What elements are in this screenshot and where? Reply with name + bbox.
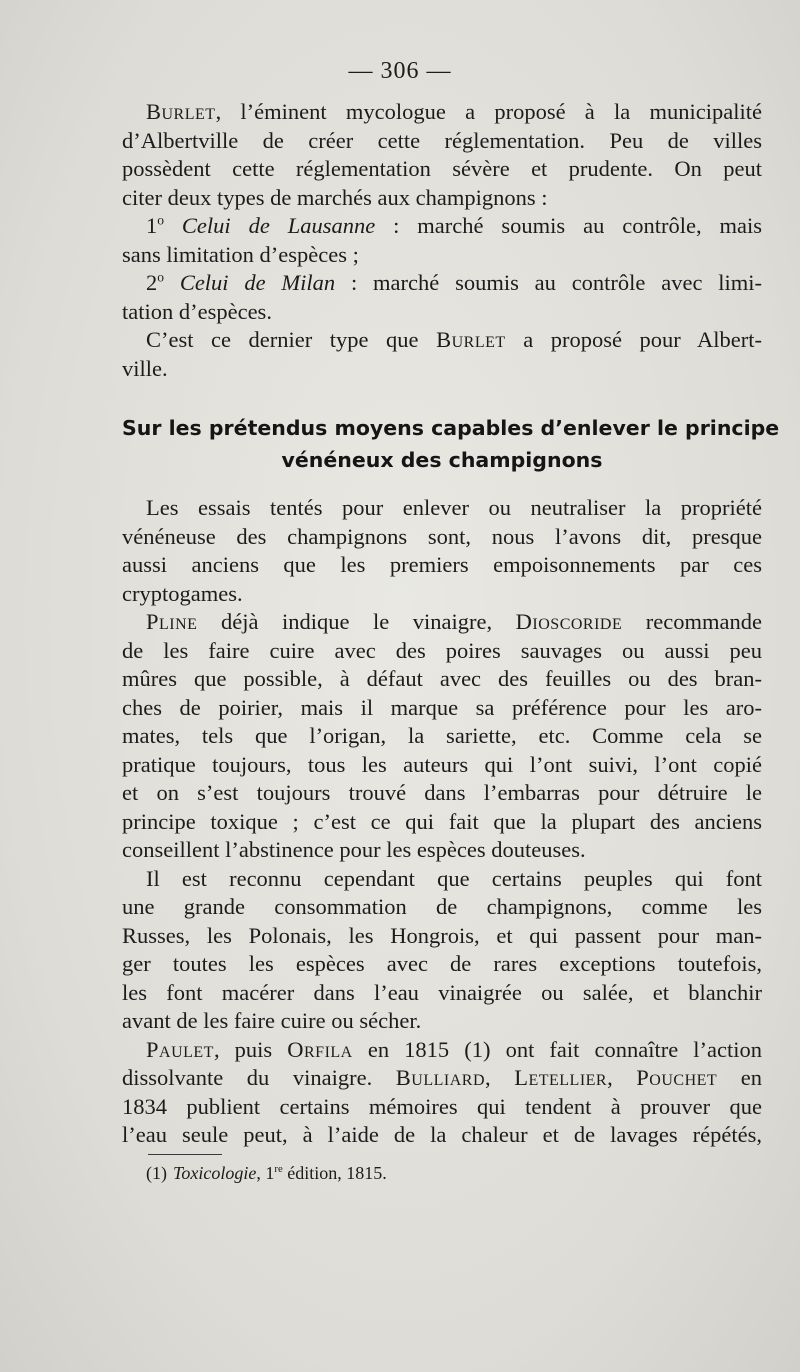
text-line: 1834 publient certains mémoires qui tendent à prouver que xyxy=(122,1093,762,1119)
text-line xyxy=(122,1064,762,1093)
ordinal-sup: o xyxy=(157,212,164,228)
text-line: principe toxique ; c’est ce qui fait que la plupart des anciens xyxy=(122,808,762,834)
section-heading xyxy=(122,412,780,476)
text-line: tation d’espèces. xyxy=(122,298,272,324)
author-name: Burlet xyxy=(146,99,216,124)
text-span: recommande xyxy=(622,609,762,634)
text-line xyxy=(122,608,762,637)
ordinal-sup: o xyxy=(157,269,164,285)
text-line: pratique toujours, tous les auteurs qui l’ont suivi, l’ont copié xyxy=(122,751,762,777)
text-line: une grande consommation de champignons, comme les xyxy=(122,894,762,919)
text-line: Il est reconnu cependant que certains peuples qui font xyxy=(146,865,762,891)
body-paragraphs xyxy=(122,494,762,1150)
text-span: déjà indique le vinaigre, xyxy=(197,609,516,634)
text-span: édition, 1815. xyxy=(282,1163,387,1183)
text-line: l’eau seule peut, à l’aide de la chaleur et de lavages répétés, xyxy=(122,1122,762,1147)
author-name: Burlet xyxy=(436,327,506,352)
footnote-rule xyxy=(148,1154,222,1155)
page-number: — 306 — xyxy=(348,58,452,84)
text-line: ger toutes les espèces avec de rares exceptions toutefois, xyxy=(122,951,762,976)
author-name: Orfila xyxy=(287,1036,353,1062)
text-line: cryptogames. xyxy=(122,580,243,606)
heading-line: vénéneux des champignons xyxy=(281,448,603,472)
list-item-milan xyxy=(122,269,762,298)
text-line xyxy=(122,98,762,127)
text-line: et on s’est toujours trouvé dans l’embarras pour détruire le xyxy=(122,780,762,805)
text-span: en 1815 (1) ont fait connaître l’action xyxy=(352,1036,762,1062)
author-name: Paulet xyxy=(146,1036,214,1062)
heading-line: Sur les prétendus moyens capables d’enlever le principe xyxy=(122,416,780,440)
text-line: de les faire cuire avec des poires sauvages ou aussi peu xyxy=(122,637,762,663)
text-span: , puis xyxy=(213,1036,288,1062)
text-span: : marché soumis au contrôle avec limi- xyxy=(335,270,762,295)
text-span: a proposé pour Albert- xyxy=(505,327,762,352)
author-name: Bulliard xyxy=(395,1065,485,1090)
author-name: Pline xyxy=(146,609,198,634)
text-line xyxy=(122,1036,762,1065)
text-span: en xyxy=(717,1065,763,1090)
text-span: dissolvante du vinaigre. xyxy=(122,1065,396,1090)
author-name: Dioscoride xyxy=(515,609,623,634)
text-line: ville. xyxy=(122,355,168,381)
text-line: citer deux types de marchés aux champignons : xyxy=(122,184,548,210)
text-line: avant de les faire cuire ou sécher. xyxy=(122,1008,422,1033)
text-line: possèdent cette réglementation sévère et prudente. On peut xyxy=(122,156,762,181)
text-line: vénéneuse des champignons sont, nous l’avons dit, presque xyxy=(122,523,762,549)
edition-number: 1 xyxy=(265,1163,275,1183)
text-span: , xyxy=(485,1065,515,1090)
text-line: les font macérer dans l’eau vinaigrée ou salée, et blanchir xyxy=(122,979,762,1005)
text-span: , l’éminent mycologue a proposé à la municipalité xyxy=(215,99,762,124)
item-title: Celui de Lausanne xyxy=(181,213,376,238)
footnote-label: (1) xyxy=(146,1163,167,1183)
list-item-lausanne xyxy=(122,212,762,241)
text-line: aussi anciens que les premiers empoisonnements par ces xyxy=(122,552,762,577)
text-line: d’Albertville de créer cette réglementation. Peu de villes xyxy=(122,127,762,153)
item-number: 1 xyxy=(146,213,158,238)
edition-sup: re xyxy=(274,1163,283,1175)
footnote: (1) Toxicologie, 1re édition, 1815. xyxy=(146,1163,387,1183)
item-number: 2 xyxy=(146,270,158,295)
text-line: mûres que possible, à défaut avec des feuilles ou des bran- xyxy=(122,666,762,691)
text-line: sans limitation d’espèces ; xyxy=(122,241,359,267)
text-span: : marché soumis au contrôle, mais xyxy=(375,213,762,238)
text-line: conseillent l’abstinence pour les espèces douteuses. xyxy=(122,837,586,862)
text-span: C’est ce dernier type que xyxy=(146,327,437,352)
author-name: Letellier xyxy=(514,1065,608,1090)
item-title: Celui de Milan xyxy=(179,270,336,295)
text-line: Russes, les Polonais, les Hongrois, et qui passent pour man- xyxy=(122,922,762,948)
text-line: Les essais tentés pour enlever ou neutraliser la propriété xyxy=(146,495,762,520)
text-line: mates, tels que l’origan, la sariette, etc. Comme cela se xyxy=(122,723,762,748)
footnote-title: Toxicologie xyxy=(173,1163,257,1183)
text-line xyxy=(122,326,762,355)
author-name: Pouchet xyxy=(636,1065,718,1090)
text-line: ches de poirier, mais il marque sa préférence pour les aro- xyxy=(122,694,762,720)
text-span: , xyxy=(607,1065,637,1090)
opening-paragraphs xyxy=(122,98,762,383)
